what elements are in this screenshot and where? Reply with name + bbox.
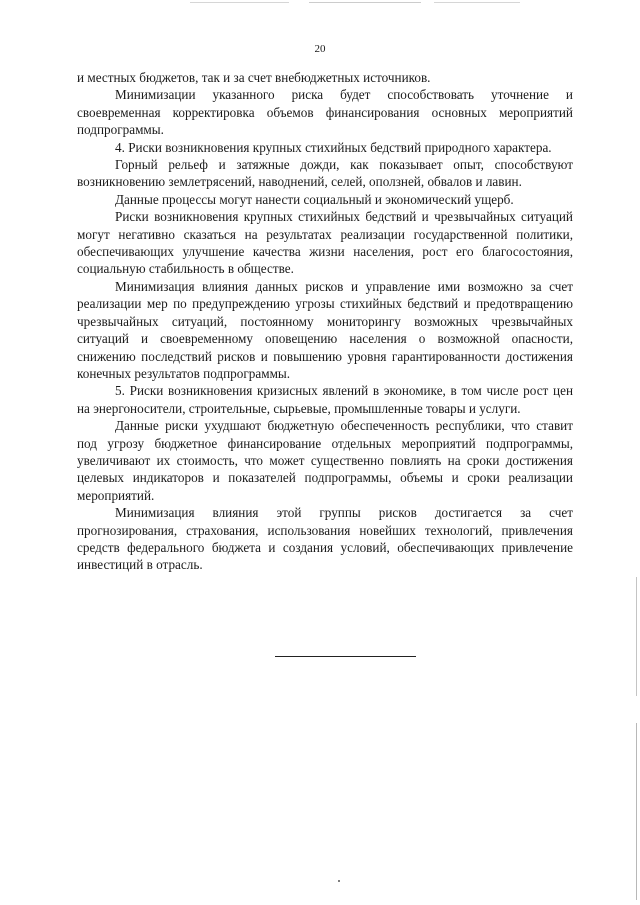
paragraph: Данные риски ухудшают бюджетную обеспеченность республики, что ставит под угрозу бюджетное финансирование отдельных мероприятий подпрограммы, увеличивают их стоимость, что может существенно повлиять на сроки достижения целевых индикаторов и показателей подпрограммы, объемы и сроки реализации мероприятий. (77, 418, 573, 503)
scan-artifact-dot (338, 880, 340, 882)
paragraph: Минимизации указанного риска будет способствовать уточнение и своевременная корректировка объемов финансирования основных мероприятий подпрограммы. (77, 87, 573, 138)
paragraph: Минимизация влияния этой группы рисков достигается за счет прогнозирования, страхования, использования новейших технологий, привлечения средств федерального бюджета и создания условий, обеспечивающих привлечение инвестиций в отрасль. (77, 505, 573, 573)
paragraph: 5. Риски возникновения кризисных явлений в экономике, в том числе рост цен на энергоносители, строительные, сырьевые, промышленные товары и услуги. (77, 383, 573, 416)
scan-artifact-top (190, 2, 520, 3)
end-divider (275, 656, 416, 657)
paragraph: Данные процессы могут нанести социальный и экономический ущерб. (115, 191, 514, 207)
paragraph: Горный рельеф и затяжные дожди, как показывает опыт, способствуют возникновению землетрясений, наводнений, селей, оползней, обвалов и лавин. (77, 157, 573, 190)
paragraph: Минимизация влияния данных рисков и управление ими возможно за счет реализации мер по предупреждению угрозы стихийных бедствий и предотвращению чрезвычайных ситуаций, постоянному мониторингу возможных чрезвычайных ситуаций и своевременному оповещению населения о возможной опасности, снижению последствий рисков и повышению уровня гарантированности достижения конечных результатов подпрограммы. (77, 278, 573, 381)
paragraph: и местных бюджетов, так и за счет внебюджетных источников. (77, 70, 431, 85)
page-number: 20 (314, 43, 326, 55)
paragraph: 4. Риски возникновения крупных стихийных бедствий природного характера. (115, 139, 552, 155)
scan-artifact-edge (636, 560, 637, 900)
paragraph: Риски возникновения крупных стихийных бедствий и чрезвычайных ситуаций могут негативно сказаться на результатах реализации государственной политики, обеспечивающих улучшение качества жизни населения, рост его благосостояния, социальную стабильность в обществе. (77, 209, 573, 277)
body-text (77, 69, 573, 574)
